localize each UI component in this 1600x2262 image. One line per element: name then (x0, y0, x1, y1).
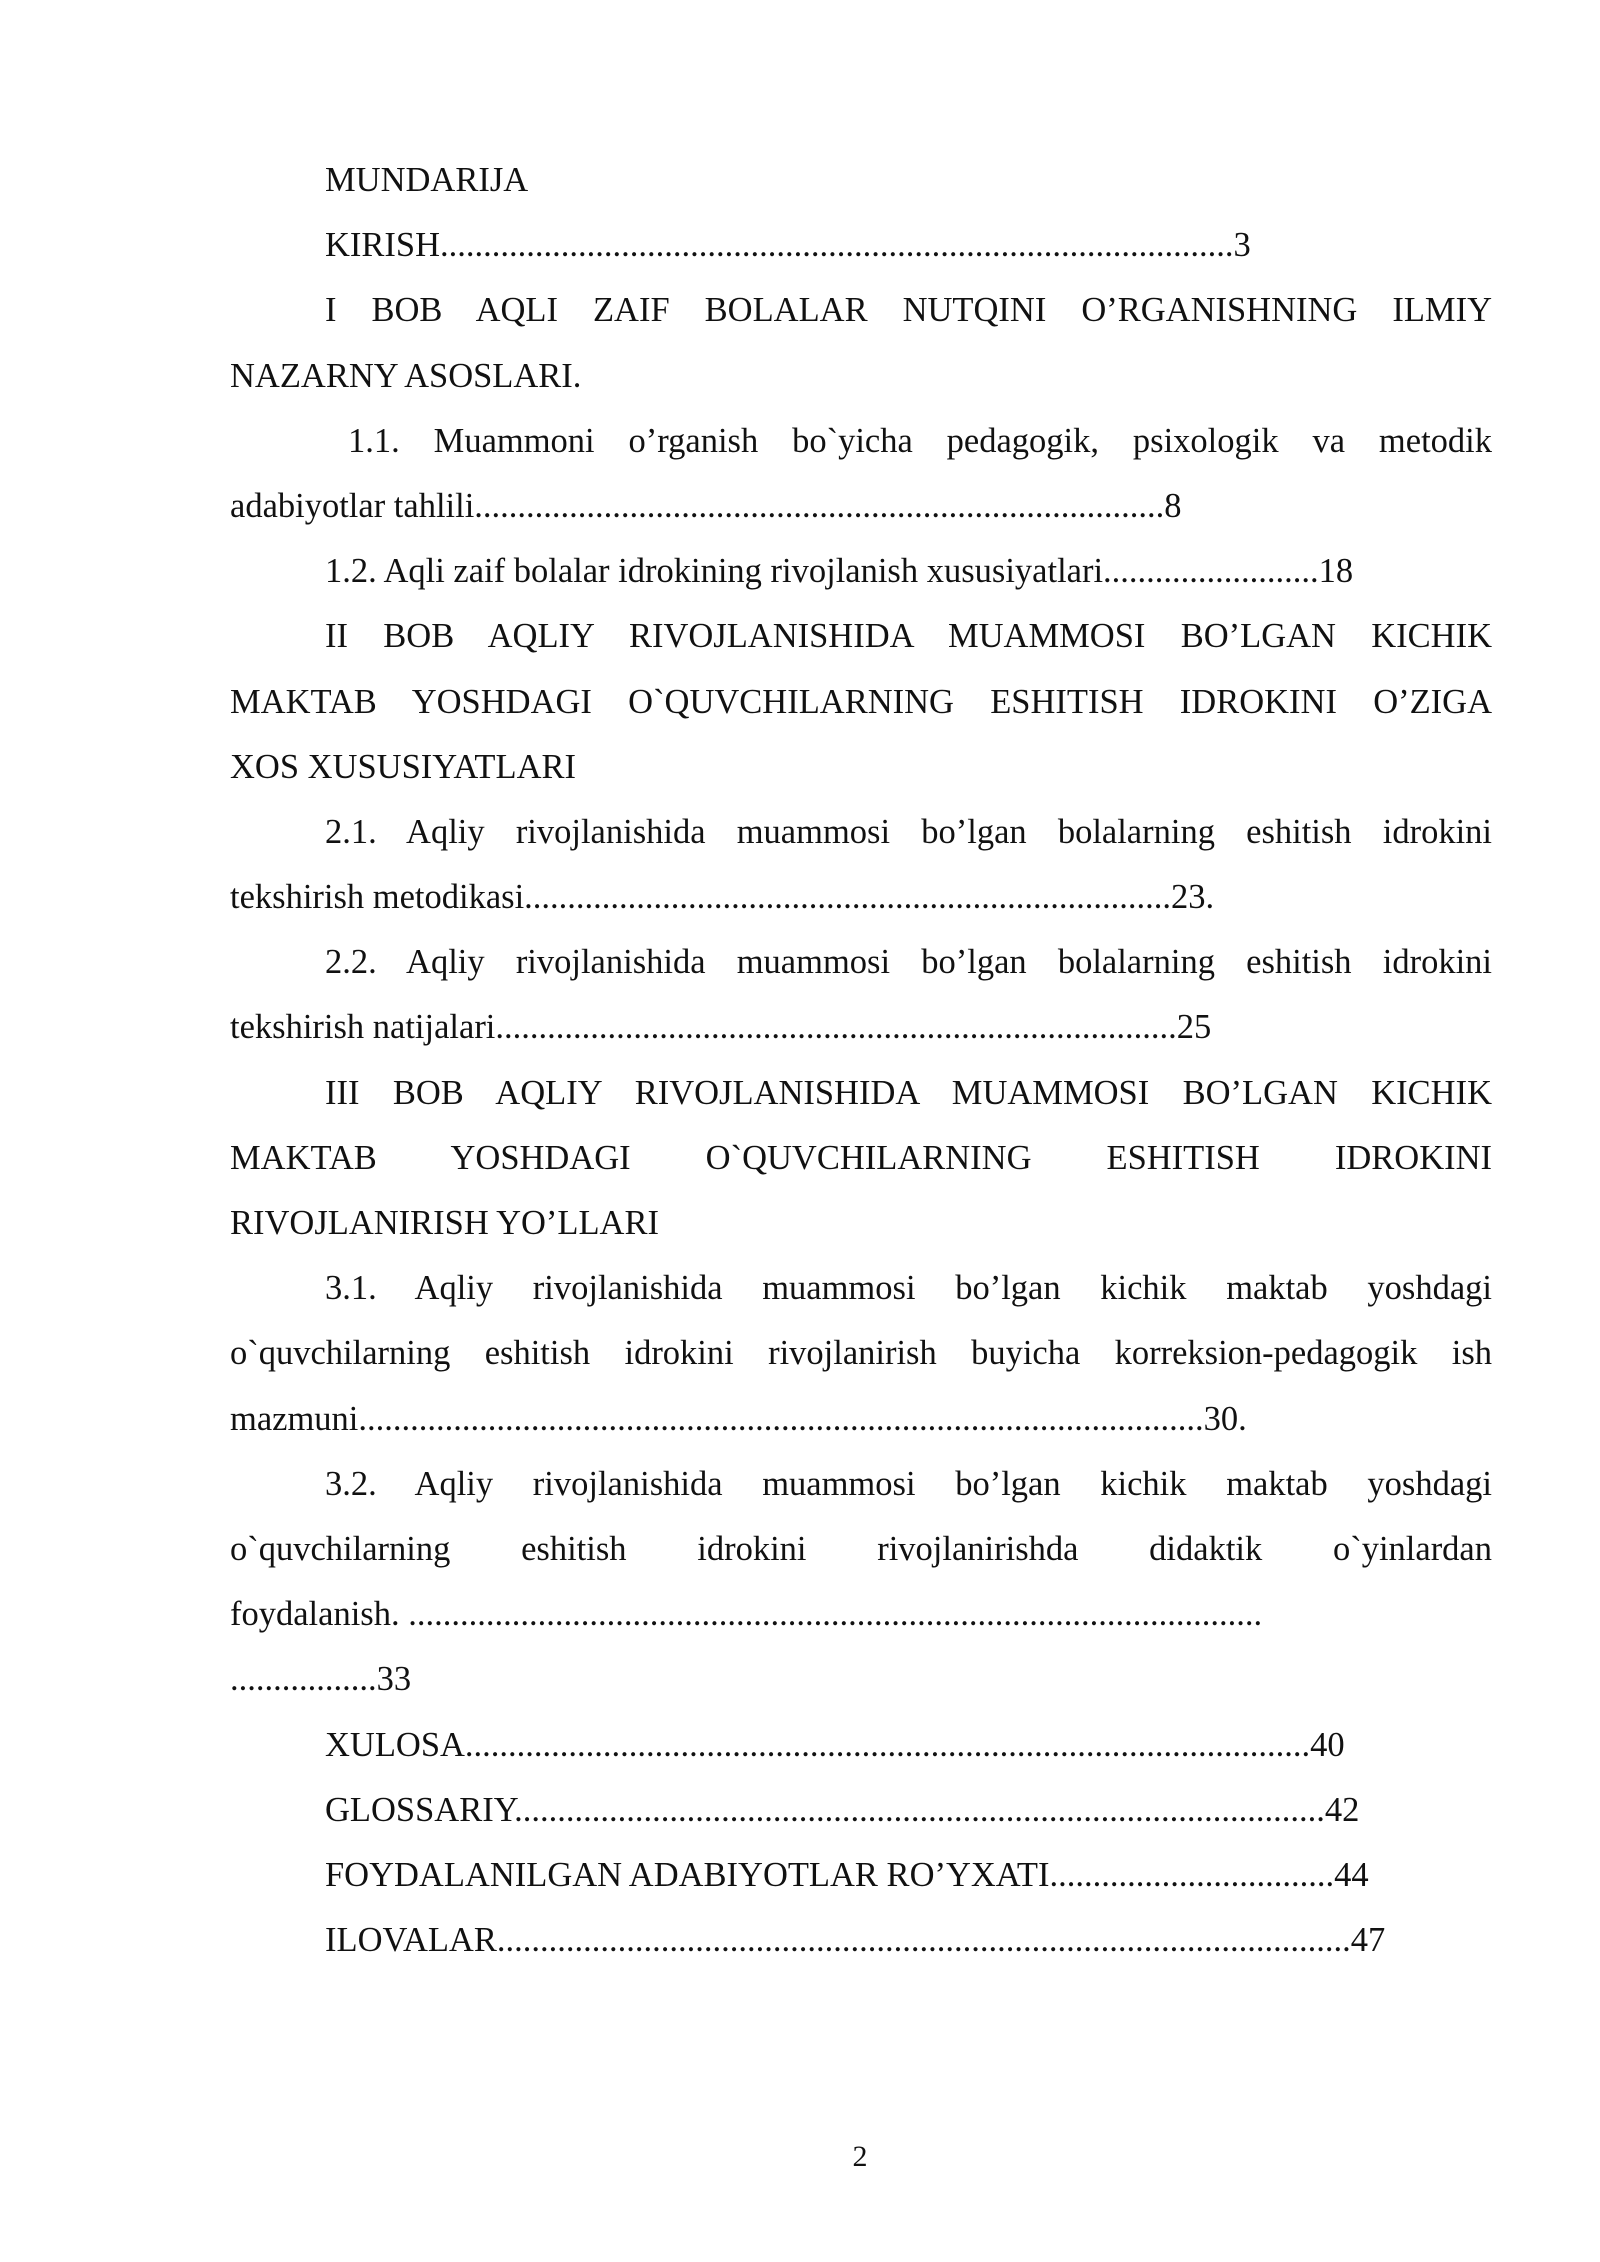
toc-entry-1-2: 1.2. Aqli zaif bolalar idrokining rivojlanish xususiyatlari.........................18 (325, 552, 1354, 591)
toc-chapter-1-heading: I BOB AQLI ZAIF BOLALAR NUTQINI O’RGANISHNING ILMIY (325, 291, 1492, 330)
toc-entry-kirish: KIRISH............................................................................................3 (325, 226, 1251, 265)
toc-chapter-2-heading: II BOB AQLIY RIVOJLANISHIDA MUAMMOSI BO’LGAN KICHIK (325, 617, 1492, 656)
toc-entry-2-1-cont: tekshirish metodikasi...........................................................................23. (230, 878, 1215, 917)
toc-chapter-2-heading-end: XOS XUSUSIYATLARI (230, 747, 576, 786)
toc-entry-ilovalar: ILOVALAR...................................................................................................47 (325, 1921, 1386, 1960)
toc-entry-2-1: 2.1. Aqliy rivojlanishida muammosi bo’lgan bolalarning eshitish idrokini (325, 812, 1492, 851)
toc-title: MUNDARIJA (325, 161, 529, 199)
table-of-contents (230, 148, 1492, 1973)
toc-entry-1-1: 1.1. Muammoni o’rganish bo`yicha pedagogik, psixologik va metodik (348, 421, 1492, 460)
toc-entry-3-2-dots: foydalanish. ................................................................................................... (230, 1595, 1263, 1634)
toc-entry-3-2-cont: o`quvchilarning eshitish idrokini rivojlanirishda didaktik o`yinlardan (230, 1529, 1492, 1568)
toc-entry-glossariy: GLOSSARIY..............................................................................................42 (325, 1790, 1360, 1829)
toc-chapter-1-heading-cont: NAZARNY ASOSLARI. (230, 356, 582, 395)
toc-entry-3-2-end: .................33 (230, 1660, 412, 1699)
toc-chapter-3-heading: III BOB AQLIY RIVOJLANISHIDA MUAMMOSI BO’LGAN KICHIK (325, 1073, 1492, 1112)
toc-entry-3-1-cont: o`quvchilarning eshitish idrokini rivojlanirish buyicha korreksion-pedagogik ish (230, 1334, 1492, 1373)
toc-entry-2-2: 2.2. Aqliy rivojlanishida muammosi bo’lgan bolalarning eshitish idrokini (325, 943, 1492, 982)
toc-entry-3-1: 3.1. Aqliy rivojlanishida muammosi bo’lgan kichik maktab yoshdagi (325, 1269, 1492, 1308)
page-number: 2 (852, 2140, 868, 2173)
toc-chapter-3-heading-end: RIVOJLANIRISH YO’LLARI (230, 1204, 659, 1242)
toc-entry-xulosa: XULOSA..................................................................................................40 (325, 1725, 1345, 1764)
toc-chapter-3-heading-cont: MAKTAB YOSHDAGI O`QUVCHILARNING ESHITISH IDROKINI (230, 1138, 1492, 1177)
toc-entry-3-2: 3.2. Aqliy rivojlanishida muammosi bo’lgan kichik maktab yoshdagi (325, 1464, 1492, 1503)
toc-entry-2-2-cont: tekshirish natijalari...............................................................................25 (230, 1008, 1212, 1047)
toc-entry-adabiyotlar: FOYDALANILGAN ADABIYOTLAR RO’YXATI.................................44 (325, 1855, 1369, 1894)
toc-entry-1-1-cont: adabiyotlar tahlili................................................................................8 (230, 486, 1182, 525)
toc-chapter-2-heading-cont: MAKTAB YOSHDAGI O`QUVCHILARNING ESHITISH IDROKINI O’ZIGA (230, 682, 1492, 721)
toc-entry-3-1-end: mazmuni..................................................................................................30. (230, 1399, 1247, 1438)
